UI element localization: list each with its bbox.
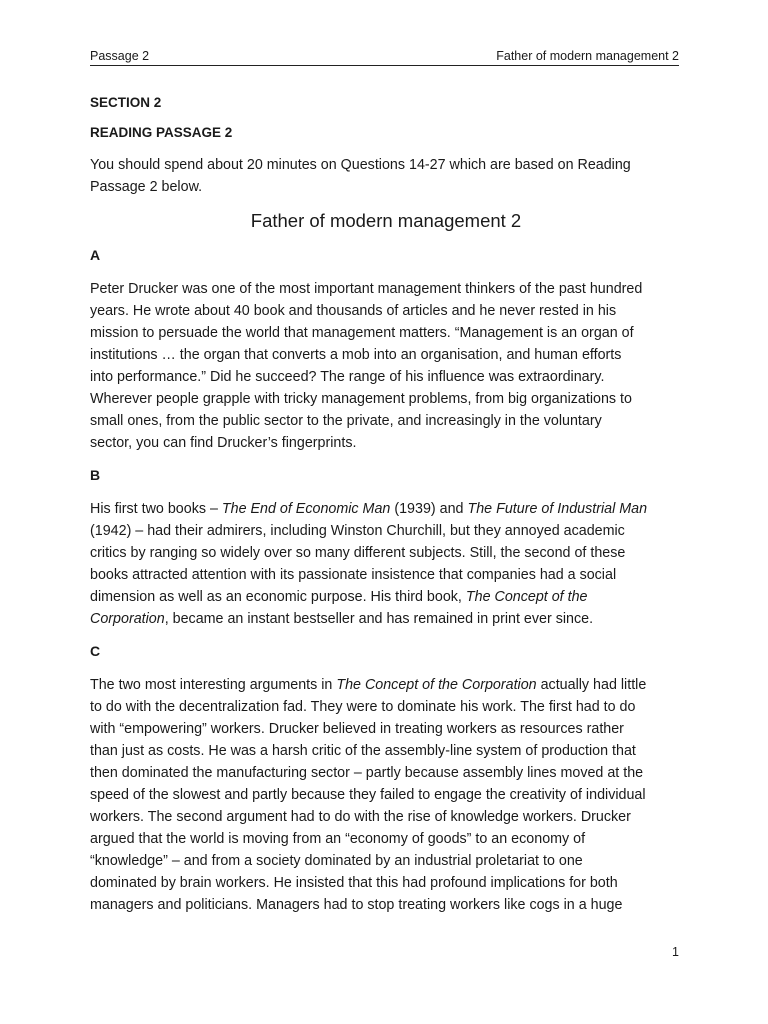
paragraph-line: speed of the slowest and partly because they failed to engage the creativity of individual <box>90 787 646 803</box>
paragraph-line: (1942) – had their admirers, including Winston Churchill, but they annoyed academic <box>90 523 625 539</box>
paragraph-line: into performance.” Did he succeed? The range of his influence was extraordinary. <box>90 369 605 385</box>
section-heading: SECTION 2 <box>90 95 162 110</box>
text-segment: actually had little <box>536 677 647 693</box>
paragraph-line: dominated by brain workers. He insisted that this had profound implications for both <box>90 875 618 891</box>
book-title: Corporation <box>90 611 165 627</box>
paragraph-line: small ones, from the public sector to the private, and increasingly in the voluntary <box>90 413 602 429</box>
text-segment: dimension as well as an economic purpose. His third book, <box>90 589 466 605</box>
paragraph-body <box>90 674 682 916</box>
paragraph-line: books attracted attention with its passionate insistence that companies had a social <box>90 567 617 583</box>
paragraph-line: then dominated the manufacturing sector – partly because assembly lines moved at the <box>90 765 644 781</box>
paragraph-line: “knowledge” – and from a society dominated by an industrial proletariat to one <box>90 853 583 869</box>
passage-title: Father of modern management 2 <box>250 210 522 231</box>
paragraph-body <box>90 278 682 454</box>
passage-heading: READING PASSAGE 2 <box>90 125 233 140</box>
page-header <box>90 47 679 66</box>
paragraph-line: sector, you can find Drucker’s fingerprints. <box>90 435 357 451</box>
paragraph-letter: C <box>90 643 101 659</box>
book-title: The Concept of the <box>465 589 588 605</box>
paragraph-line <box>90 586 682 608</box>
paragraph-letter: B <box>90 467 101 483</box>
book-title: The Concept of the Corporation <box>336 677 537 693</box>
paragraph-line: to do with the decentralization fad. They were to dominate his work. The first had to do <box>90 699 636 715</box>
paragraph-line <box>90 608 682 630</box>
paragraph-line: institutions … the organ that converts a mob into an organisation, and human efforts <box>90 347 622 363</box>
header-left: Passage 2 <box>90 49 150 63</box>
text-segment: (1939) and <box>390 501 468 517</box>
paragraph-line: than just as costs. He was a harsh critic of the assembly-line system of production that <box>90 743 636 759</box>
page-content <box>90 94 682 916</box>
text-segment: The two most interesting arguments in <box>90 677 337 693</box>
book-title: The End of Economic Man <box>221 501 391 517</box>
paragraph-line: with “empowering” workers. Drucker believed in treating workers as resources rather <box>90 721 624 737</box>
paragraph-body <box>90 498 682 630</box>
passage-paragraphs <box>90 246 682 916</box>
text-segment: , became an instant bestseller and has remained in print ever since. <box>164 611 594 627</box>
paragraph-line: Peter Drucker was one of the most important management thinkers of the past hundred <box>90 281 643 297</box>
intro-line: Passage 2 below. <box>90 179 203 195</box>
paragraph-line <box>90 498 682 520</box>
paragraph-line: argued that the world is moving from an “economy of goods” to an economy of <box>90 831 586 847</box>
page-number: 1 <box>672 945 679 959</box>
text-segment: His first two books – <box>90 501 222 517</box>
paragraph-line: critics by ranging so widely over so many different subjects. Still, the second of these <box>90 545 626 561</box>
paragraph-line <box>90 674 682 696</box>
header-right: Father of modern management 2 <box>496 49 679 63</box>
intro-text <box>90 154 682 198</box>
paragraph-line: mission to persuade the world that management matters. “Management is an organ of <box>90 325 634 341</box>
paragraph-letter: A <box>90 247 101 263</box>
paragraph-line: Wherever people grapple with tricky management problems, from big organizations to <box>90 391 632 407</box>
paragraph-line: managers and politicians. Managers had to stop treating workers like cogs in a huge <box>90 897 623 913</box>
paragraph-line: years. He wrote about 40 book and thousands of articles and he never rested in his <box>90 303 617 319</box>
book-title: The Future of Industrial Man <box>467 501 648 517</box>
paragraph-line: workers. The second argument had to do with the rise of knowledge workers. Drucker <box>90 809 631 825</box>
intro-line: You should spend about 20 minutes on Questions 14-27 which are based on Reading <box>90 157 631 173</box>
